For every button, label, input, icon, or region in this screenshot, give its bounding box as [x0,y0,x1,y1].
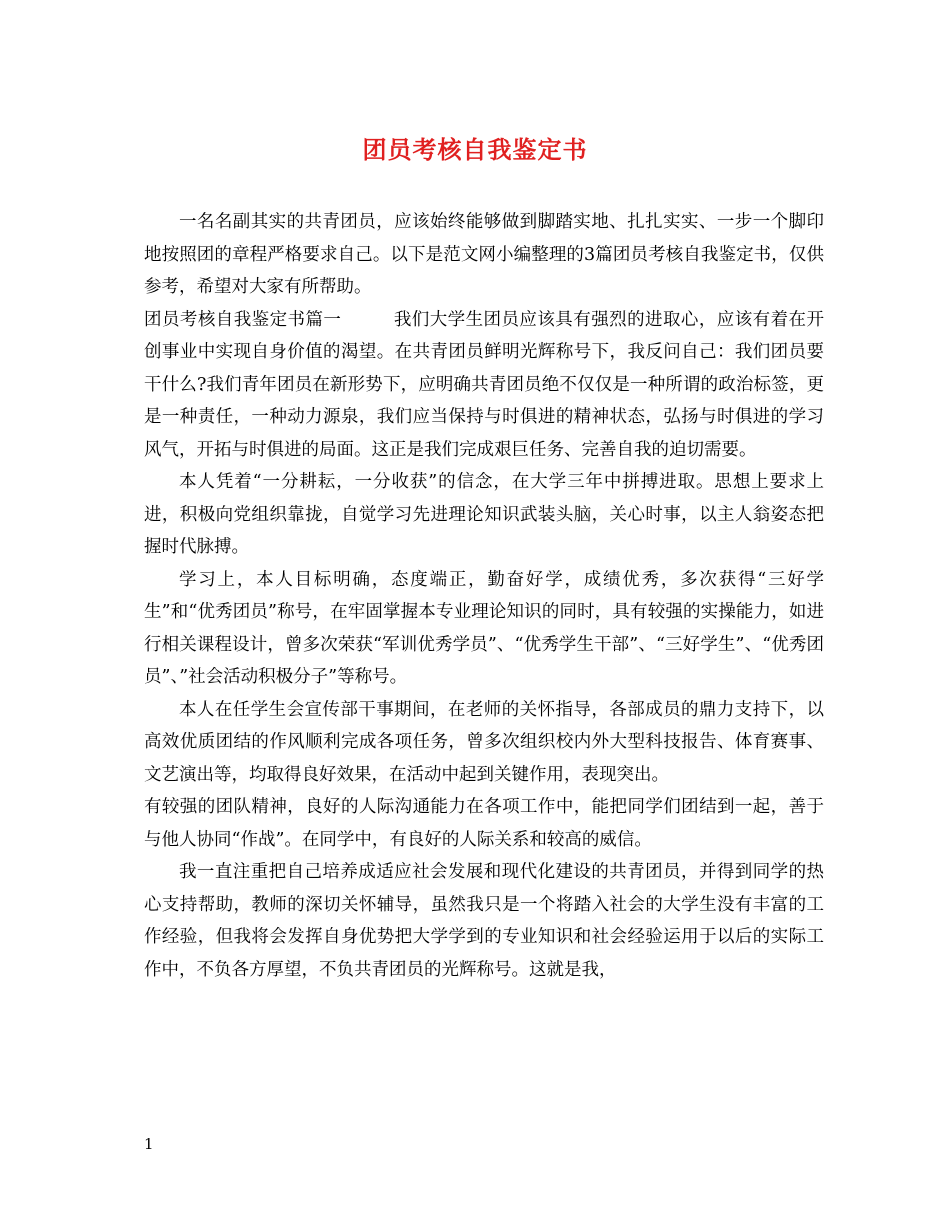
document-body [144,206,824,986]
intro-paragraph: 一名名副其实的共青团员，应该始终能够做到脚踏实地、扎扎实实、一步一个脚印地按照团的章程严格要求自己。以下是范文网小编整理的3篇团员考核自我鉴定书，仅供参考，希望对大家有所帮助。 [144,212,824,297]
section1-text: 我们大学生团员应该具有强烈的进取心，应该有着在开创事业中实现自身价值的渴望。在共青团员鲜明光辉称号下，我反问自己：我们团员要干什么?我们青年团员在新形势下，应明确共青团员绝不仅仅是一种所谓的政治标签，更是一种责任，一种动力源泉，我们应当保持与时俱进的精神状态，弘扬与时俱进的学习风气，开拓与时俱进的局面。这正是我们完成艰巨任务、完善自我的迫切需要。 [144,309,825,460]
paragraph-5: 有较强的团队精神，良好的人际沟通能力在各项工作中，能把同学们团结到一起，善于与他人协同“作战”。在同学中，有良好的人际关系和较高的威信。 [144,797,824,850]
page-number: 1 [144,1135,154,1153]
paragraph-4: 本人在任学生会宣传部干事期间，在老师的关怀指导，各部成员的鼎力支持下，以高效优质团结的作风顺利完成各项任务，曾多次组织校内外大型科技报告、体育赛事、文艺演出等，均取得良好效果，在活动中起到关键作用，表现突出。 [144,699,824,785]
document-title: 团员考核自我鉴定书 [362,135,588,164]
paragraph-3: 学习上，本人目标明确，态度端正，勤奋好学，成绩优秀，多次获得“三好学生”和“优秀团员”称号，在牢固掌握本专业理论知识的同时，具有较强的实操能力，如进行相关课程设计，曾多次荣获“军训优秀学员”、“优秀学生干部”、“三好学生”、“优秀团员”、”社会活动积极分子”等称号。 [144,569,824,687]
section1-paragraph [144,304,824,467]
paragraph-6: 我一直注重把自己培养成适应社会发展和现代化建设的共青团员，并得到同学的热心支持帮助，教师的深切关怀辅导，虽然我只是一个将踏入社会的大学生没有丰富的工作经验，但我将会发挥自身优势把大学学到的专业知识和社会经验运用于以后的实际工作中，不负各方厚望，不负共青团员的光辉称号。这就是我， [144,862,824,980]
paragraph-2: 本人凭着“一分耕耘，一分收获”的信念，在大学三年中拼搏进取。思想上要求上进，积极向党组织靠拢，自觉学习先进理论知识武装头脑，关心时事，以主人翁姿态把握时代脉搏。 [144,472,824,557]
section-heading: 团员考核自我鉴定书篇一 [144,309,342,330]
